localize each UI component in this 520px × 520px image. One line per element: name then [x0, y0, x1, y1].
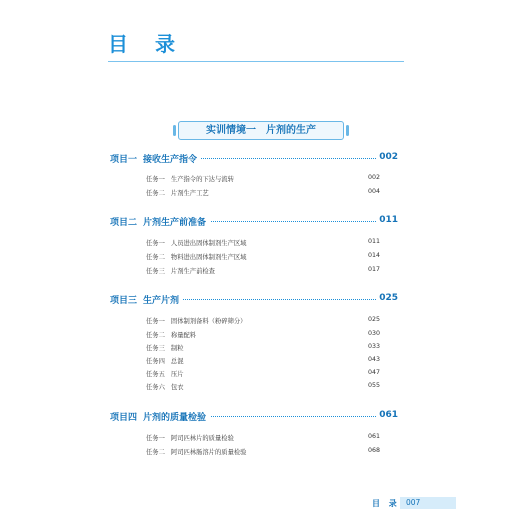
footer-label: 目 录 [372, 499, 400, 508]
task-name: 人员进出固体制剂生产区域 [170, 240, 247, 247]
toc-task[interactable] [146, 252, 380, 263]
toc-project-1[interactable] [110, 152, 398, 166]
task-page: 025 [367, 316, 380, 323]
task-label: 任务三 [146, 345, 165, 352]
section-heading-box [178, 121, 344, 140]
task-name: 固体制剂备料（粉碎筛分） [170, 318, 247, 325]
toc-task[interactable] [146, 238, 380, 249]
task-label: 任务二 [146, 332, 165, 339]
task-label: 任务六 [146, 384, 165, 391]
task-label: 任务二 [146, 254, 165, 261]
page-number: 007 [406, 498, 421, 507]
task-label: 任务一 [146, 240, 165, 247]
task-label: 任务一 [146, 435, 165, 442]
toc-task[interactable] [146, 316, 380, 327]
project-page: 061 [376, 410, 398, 420]
project-name: 片剂生产前准备 [143, 218, 207, 228]
project-label: 项目四 [110, 413, 138, 423]
task-label: 任务四 [146, 358, 165, 365]
task-page: 002 [367, 174, 380, 181]
task-name: 片剂生产工艺 [170, 190, 209, 197]
task-page: 011 [367, 238, 380, 245]
task-page: 068 [367, 447, 380, 454]
toc-task[interactable] [146, 382, 380, 393]
task-name: 压片 [170, 371, 184, 378]
task-page: 033 [367, 343, 380, 350]
toc-project-3[interactable] [110, 293, 398, 307]
task-page: 014 [367, 252, 380, 259]
task-name: 包衣 [170, 384, 184, 391]
project-name: 片剂的质量检验 [143, 413, 207, 423]
task-label: 任务二 [146, 449, 165, 456]
task-name: 物料进出固体制剂生产区域 [170, 254, 247, 261]
toc-task[interactable] [146, 433, 380, 444]
task-label: 任务一 [146, 318, 165, 325]
section-heading: 实训情境一 片剂的生产 [206, 125, 316, 136]
task-name: 总混 [170, 358, 184, 365]
task-name: 生产指令的下达与流转 [170, 176, 234, 183]
project-label: 项目二 [110, 218, 138, 228]
toc-task[interactable] [146, 447, 380, 458]
task-name: 制粒 [170, 345, 184, 352]
project-page: 025 [376, 293, 398, 303]
task-page: 043 [367, 356, 380, 363]
toc-task[interactable] [146, 330, 380, 341]
toc-task[interactable] [146, 174, 380, 185]
project-name: 生产片剂 [143, 296, 180, 306]
task-label: 任务二 [146, 190, 165, 197]
task-page: 017 [367, 266, 380, 273]
task-name: 阿司匹林片的质量检验 [170, 435, 234, 442]
project-label: 项目一 [110, 155, 138, 165]
toc-task[interactable] [146, 188, 380, 199]
toc-project-4[interactable] [110, 410, 398, 424]
task-page: 061 [367, 433, 380, 440]
task-name: 片剂生产前检查 [170, 268, 215, 275]
project-name: 接收生产指令 [143, 155, 198, 165]
toc-task[interactable] [146, 369, 380, 380]
task-label: 任务一 [146, 176, 165, 183]
toc-task[interactable] [146, 343, 380, 354]
task-label: 任务三 [146, 268, 165, 275]
toc-task[interactable] [146, 356, 380, 367]
task-label: 任务五 [146, 371, 165, 378]
project-label: 项目三 [110, 296, 138, 306]
project-page: 002 [376, 152, 398, 162]
task-name: 称量配料 [170, 332, 197, 339]
task-page: 047 [367, 369, 380, 376]
task-name: 阿司匹林肠溶片的质量检验 [170, 449, 247, 456]
project-page: 011 [376, 215, 398, 225]
title-divider [108, 61, 404, 62]
task-page: 030 [367, 330, 380, 337]
task-page: 004 [367, 188, 380, 195]
task-page: 055 [367, 382, 380, 389]
page-title: 目 录 [108, 32, 185, 56]
toc-task[interactable] [146, 266, 380, 277]
toc-project-2[interactable] [110, 215, 398, 229]
